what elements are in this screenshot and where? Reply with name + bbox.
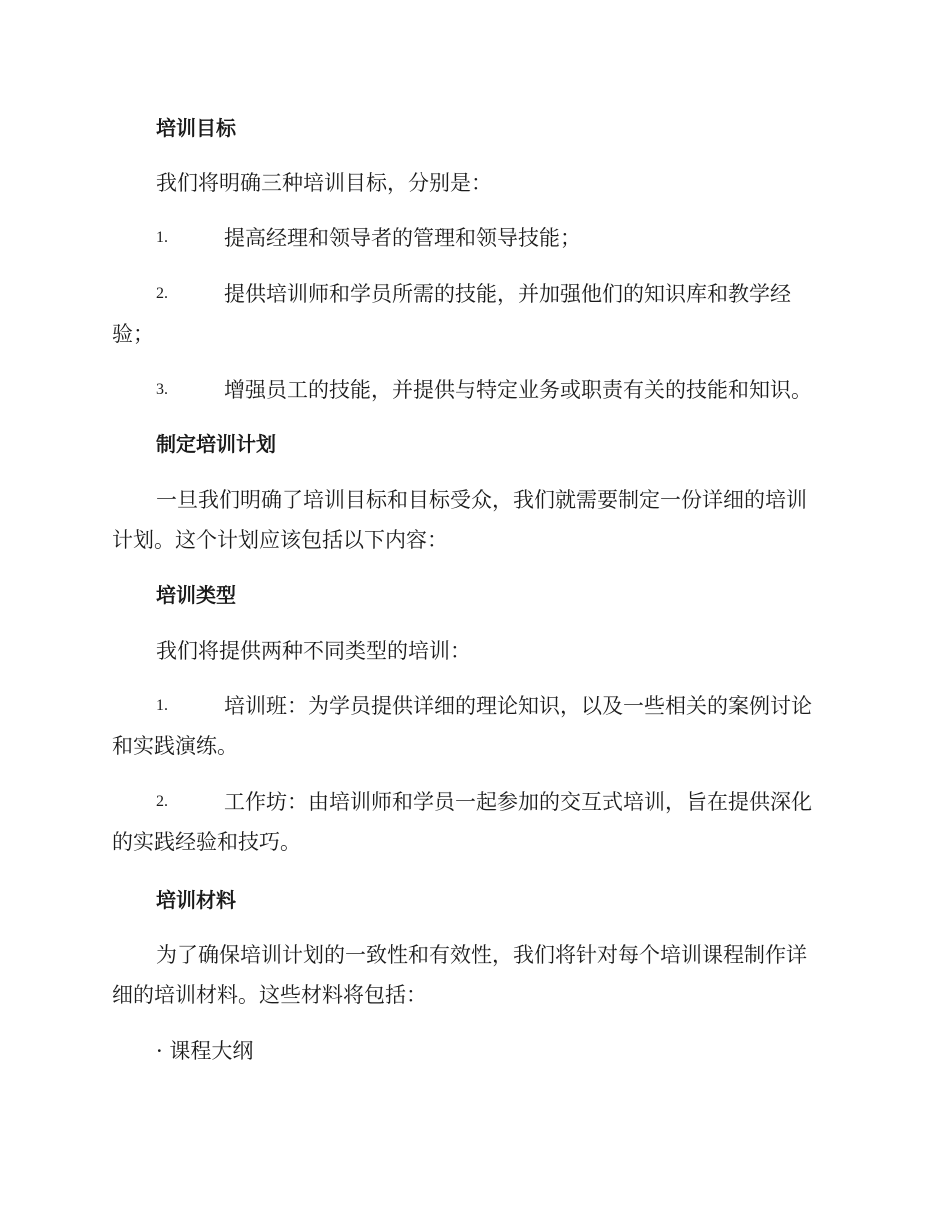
goals-item-text: 增强员工的技能，并提供与特定业务或职责有关的技能和知识。 <box>224 378 812 402</box>
types-item-continuation: 和实践演练。 <box>112 734 238 758</box>
types-item-text: 工作坊：由培训师和学员一起参加的交互式培训，旨在提供深化 <box>224 790 812 814</box>
goals-item-text: 提供培训师和学员所需的技能，并加强他们的知识库和教学经 <box>224 282 791 306</box>
plan-paragraph-line: 一旦我们明确了培训目标和目标受众，我们就需要制定一份详细的培训 <box>156 488 807 512</box>
materials-paragraph-line: 为了确保培训计划的一致性和有效性，我们将针对每个培训课程制作详 <box>156 943 807 967</box>
goals-item-number: 2. <box>156 285 168 302</box>
goals-item-text: 提高经理和领导者的管理和领导技能； <box>224 226 581 250</box>
materials-paragraph-line: 细的培训材料。这些材料将包括： <box>112 983 427 1007</box>
section-heading-goals: 培训目标 <box>156 116 236 140</box>
types-item-text: 培训班：为学员提供详细的理论知识，以及一些相关的案例讨论 <box>224 694 812 718</box>
types-item-number: 2. <box>156 793 168 810</box>
goals-intro: 我们将明确三种培训目标，分别是： <box>156 171 492 195</box>
materials-bullet-item: · 课程大纲 <box>156 1039 254 1063</box>
types-item-number: 1. <box>156 697 168 714</box>
goals-item-number: 3. <box>156 381 168 398</box>
types-intro: 我们将提供两种不同类型的培训： <box>156 639 471 663</box>
goals-item-number: 1. <box>156 229 168 246</box>
section-heading-plan: 制定培训计划 <box>156 432 276 456</box>
plan-paragraph-line: 计划。这个计划应该包括以下内容： <box>112 528 448 552</box>
section-heading-materials: 培训材料 <box>156 888 236 912</box>
section-heading-types: 培训类型 <box>156 583 236 607</box>
goals-item-continuation: 验； <box>112 322 154 346</box>
types-item-continuation: 的实践经验和技巧。 <box>112 830 301 854</box>
